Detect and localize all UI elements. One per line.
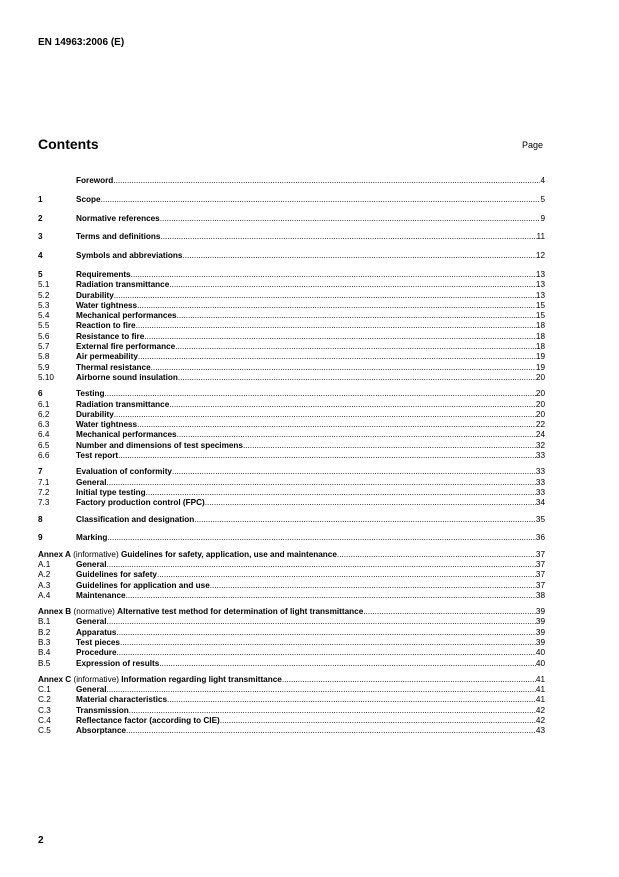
toc-entry[interactable] [38,638,545,648]
toc-entry-page: 42 [535,716,545,726]
toc-leader-dots [363,607,536,617]
toc-entry-number: 7.3 [38,498,50,508]
toc-entry-page: 36 [535,533,545,543]
toc-entry-number: 3 [38,232,43,242]
toc-entry-title: General [76,685,107,695]
toc-entry-title: General [76,617,107,627]
toc-entry-title: Absorptance [76,726,127,736]
toc-entry[interactable] [38,685,545,695]
toc-leader-dots [194,515,536,525]
toc-leader-dots [114,291,536,301]
toc-leader-dots [157,570,536,580]
toc-leader-dots [178,373,536,383]
toc-entry-number: 5.7 [38,342,50,352]
toc-leader-dots [175,342,536,352]
toc-entry-title: Airborne sound insulation [76,372,178,382]
toc-entry-title: Classification and designation [76,514,195,524]
toc-entry-title: Expression of results [76,658,160,668]
toc-leader-dots [101,195,541,205]
toc-entry-number: 6.3 [38,420,50,430]
toc-leader-dots [160,232,536,242]
toc-leader-dots [120,638,536,648]
toc-entry-title: Annex C (informative) Information regarding light transmittance [38,674,282,684]
toc-entry[interactable] [38,659,545,669]
toc-entry-number: 5.2 [38,290,50,300]
toc-entry[interactable] [38,311,545,321]
toc-entry-title: Reaction to fire [76,321,136,331]
toc-entry-number: B.2 [38,627,51,637]
toc-entry[interactable] [38,451,545,461]
toc-entry-number: 8 [38,514,43,524]
toc-entry-number: 5 [38,269,43,279]
toc-entry-number: A.3 [38,580,51,590]
toc-entry-page: 41 [535,685,545,695]
toc-entry-number: C.4 [38,716,51,726]
toc-entry[interactable] [38,400,545,410]
toc-entry-page: 13 [535,280,545,290]
toc-leader-dots [117,628,536,638]
toc-entry-title: Reflectance factor (according to CIE) [76,716,220,726]
toc-entry[interactable] [38,478,545,488]
toc-entry-number: C.1 [38,685,51,695]
toc-entry-number: B.3 [38,637,51,647]
toc-entry-number: 6.6 [38,451,50,461]
toc-entry-title: Test pieces [76,637,120,647]
toc-entry-page: 20 [535,409,545,419]
toc-entry-page: 42 [535,705,545,715]
toc-entry-title: Scope [76,194,101,204]
toc-leader-dots [114,410,536,420]
toc-entry[interactable] [38,342,545,352]
toc-entry-title: Radiation transmittance [76,399,170,409]
toc-entry[interactable] [38,176,545,186]
toc-entry[interactable] [38,706,545,716]
toc-entry-page: 35 [535,514,545,524]
toc-entry[interactable] [38,695,545,705]
toc-entry-title: Mechanical performances [76,311,177,321]
toc-leader-dots [205,498,536,508]
toc-entry[interactable] [38,515,545,525]
toc-entry-page: 33 [535,487,545,497]
toc-entry-title: Thermal resistance [76,362,151,372]
toc-entry-title: Durability [76,409,114,419]
toc-entry[interactable] [38,420,545,430]
toc-entry[interactable] [38,280,545,290]
toc-entry[interactable] [38,389,545,399]
toc-entry[interactable] [38,363,545,373]
toc-entry-page: 34 [535,498,545,508]
toc-entry-page: 39 [535,637,545,647]
toc-leader-dots [107,617,536,627]
toc-entry-page: 39 [535,617,545,627]
toc-entry-title: Guidelines for safety [76,570,157,580]
toc-entry-number: 6.5 [38,440,50,450]
toc-entry-title: Durability [76,290,114,300]
toc-leader-dots [144,332,536,342]
annex-subtitle: Alternative test method for determination of light transmittance [117,607,364,617]
toc-entry-page: 38 [535,590,545,600]
toc-leader-dots [126,591,536,601]
toc-entry-title: General [76,559,107,569]
toc-entry-title: Guidelines for application and use [76,580,210,590]
toc-entry-title: Number and dimensions of test specimens [76,440,243,450]
toc-entry-title: Transmission [76,705,129,715]
toc-entry-number: A.4 [38,590,51,600]
toc-entry[interactable] [38,550,545,560]
toc-entry-page: 12 [535,251,545,261]
toc-entry-title: Factory production control (FPC) [76,498,205,508]
toc-entry[interactable] [38,251,545,261]
toc-entry[interactable] [38,467,545,477]
annex-type-note: (informative) [70,549,121,559]
toc-entry-page: 41 [535,695,545,705]
toc-entry-title: Requirements [76,269,131,279]
toc-entry-number: 5.6 [38,331,50,341]
toc-entry-page: 13 [535,269,545,279]
toc-entry[interactable] [38,332,545,342]
toc-leader-dots [169,400,536,410]
toc-entry-title: Water tightness [76,420,138,430]
toc-entry-title: Material characteristics [76,695,168,705]
toc-entry-page: 19 [535,362,545,372]
toc-entry-number: 6.2 [38,409,50,419]
toc-entry-page: 20 [535,389,545,399]
toc-leader-dots [167,695,536,705]
toc-entry-number: 7.2 [38,487,50,497]
toc-entry-title: Terms and definitions [76,232,161,242]
toc-leader-dots [131,270,536,280]
annex-type-note: (normative) [71,607,118,617]
document-header: EN 14963:2006 (E) [38,37,125,48]
toc-leader-dots [136,321,536,331]
toc-entry-page: 22 [535,420,545,430]
toc-leader-dots [210,581,536,591]
toc-entry-title: Marking [76,533,108,543]
toc-leader-dots [177,430,536,440]
toc-entry-number: 2 [38,213,43,223]
toc-entry-page: 18 [535,331,545,341]
toc-entry-page: 40 [535,658,545,668]
toc-entry-title: Mechanical performances [76,430,177,440]
toc-entry-page: 37 [535,549,545,559]
toc-entry[interactable] [38,373,545,383]
toc-leader-dots [126,726,536,736]
toc-entry-number: 5.4 [38,311,50,321]
toc-leader-dots [107,685,536,695]
toc-entry-title: Symbols and abbreviations [76,251,183,261]
toc-entry[interactable] [38,560,545,570]
toc-entry-page: 33 [535,477,545,487]
toc-entry-page: 33 [535,467,545,477]
contents-title: Contents [38,136,99,152]
annex-subtitle: Information regarding light transmittance [121,674,282,684]
toc-entry[interactable] [38,498,545,508]
toc-entry-page: 15 [535,300,545,310]
toc-entry-page: 19 [535,352,545,362]
toc-entry-number: 4 [38,251,43,261]
toc-entry-page: 20 [535,399,545,409]
annex-type-note: (informative) [71,674,122,684]
toc-entry-title: Initial type testing [76,487,146,497]
toc-leader-dots [220,716,536,726]
toc-leader-dots [151,363,536,373]
toc-entry-number: 5.9 [38,362,50,372]
toc-entry-page: 9 [540,213,545,223]
toc-entry-title: General [76,477,107,487]
toc-entry-title: Radiation transmittance [76,280,170,290]
toc-entry-number: 5.3 [38,300,50,310]
toc-leader-dots [337,550,536,560]
toc-entry-number: 5.5 [38,321,50,331]
toc-entry-number: 1 [38,194,43,204]
toc-entry-page: 18 [535,321,545,331]
toc-entry-number: 9 [38,533,43,543]
toc-entry-number: A.1 [38,559,51,569]
toc-entry[interactable] [38,291,545,301]
toc-entry-title: Procedure [76,648,117,658]
toc-entry-number: C.2 [38,695,51,705]
toc-entry-page: 5 [540,194,545,204]
toc-entry-page: 20 [535,372,545,382]
toc-entry[interactable] [38,270,545,280]
toc-entry[interactable] [38,726,545,736]
toc-entry-number: B.4 [38,648,51,658]
toc-leader-dots [169,280,536,290]
toc-entry-title: Maintenance [76,590,126,600]
toc-entry-page: 18 [535,342,545,352]
toc-entry-page: 37 [535,580,545,590]
toc-entry-page: 39 [535,627,545,637]
toc-entry-title: Evaluation of conformity [76,467,172,477]
toc-entry-page: 40 [535,648,545,658]
toc-leader-dots [282,675,536,685]
toc-entry-number: 5.8 [38,352,50,362]
toc-entry[interactable] [38,716,545,726]
toc-entry[interactable] [38,232,545,242]
page-number: 2 [38,835,44,846]
annex-subtitle: Guidelines for safety, application, use and maintenance [120,549,337,559]
toc-entry-number: 5.1 [38,280,50,290]
toc-leader-dots [243,441,536,451]
toc-entry-page: 32 [535,440,545,450]
toc-entry[interactable] [38,321,545,331]
toc-leader-dots [137,301,536,311]
toc-entry-number: 7 [38,467,43,477]
toc-entry-page: 24 [535,430,545,440]
toc-entry[interactable] [38,352,545,362]
toc-entry-number: 5.10 [38,372,54,382]
toc-entry-page: 15 [535,311,545,321]
table-of-contents [38,176,545,737]
toc-leader-dots [182,251,535,261]
toc-leader-dots [107,478,536,488]
toc-entry-page: 37 [535,559,545,569]
toc-leader-dots [105,389,536,399]
toc-entry-title: Test report [76,451,119,461]
toc-entry[interactable] [38,410,545,420]
toc-entry-page: 41 [535,674,545,684]
toc-entry-title: Annex A (informative) Guidelines for safety, application, use and maintenance [38,549,337,559]
toc-leader-dots [138,352,536,362]
toc-entry[interactable] [38,570,545,580]
toc-entry[interactable] [38,214,545,224]
toc-leader-dots [117,648,536,658]
toc-entry[interactable] [38,581,545,591]
toc-entry-page: 11 [536,232,545,242]
toc-leader-dots [177,311,536,321]
toc-entry-title: Resistance to fire [76,331,145,341]
toc-entry-number: C.3 [38,705,51,715]
toc-leader-dots [113,176,540,186]
page-column-label: Page [522,140,544,150]
toc-entry-number: B.5 [38,658,51,668]
toc-entry-number: 6.1 [38,399,50,409]
toc-entry-number: B.1 [38,617,51,627]
toc-entry-number: 6.4 [38,430,50,440]
toc-entry-number: 6 [38,389,43,399]
toc-leader-dots [107,533,535,543]
toc-entry-page: 39 [535,607,545,617]
toc-entry[interactable] [38,628,545,638]
toc-entry-page: 33 [535,451,545,461]
toc-leader-dots [159,659,536,669]
toc-leader-dots [137,420,536,430]
toc-entry[interactable] [38,591,545,601]
toc-entry-title: Water tightness [76,300,138,310]
toc-entry-title: Air permeability [76,352,138,362]
toc-entry[interactable] [38,648,545,658]
toc-entry-title: External fire performance [76,342,176,352]
toc-entry[interactable] [38,488,545,498]
toc-entry[interactable] [38,301,545,311]
toc-entry-title: Normative references [76,213,160,223]
toc-entry-page: 4 [540,176,545,185]
toc-entry[interactable] [38,607,545,617]
toc-entry[interactable] [38,533,545,543]
toc-entry[interactable] [38,441,545,451]
toc-entry[interactable] [38,617,545,627]
toc-entry-number: 7.1 [38,477,50,487]
toc-leader-dots [146,488,536,498]
toc-entry-number: A.2 [38,570,51,580]
toc-entry-number: C.5 [38,726,51,736]
toc-entry[interactable] [38,195,545,205]
toc-entry-title: Apparatus [76,627,117,637]
toc-entry-title: Annex B (normative) Alternative test method for determination of light transmittance [38,607,364,617]
toc-entry[interactable] [38,430,545,440]
toc-entry-page: 43 [535,726,545,736]
toc-entry-title: Testing [76,389,105,399]
toc-entry-title: Foreword [76,176,114,185]
toc-entry-page: 13 [535,290,545,300]
toc-leader-dots [118,451,536,461]
toc-entry[interactable] [38,675,545,685]
toc-leader-dots [107,560,536,570]
toc-leader-dots [160,214,541,224]
toc-entry-page: 37 [535,570,545,580]
toc-leader-dots [129,706,536,716]
toc-leader-dots [172,467,536,477]
